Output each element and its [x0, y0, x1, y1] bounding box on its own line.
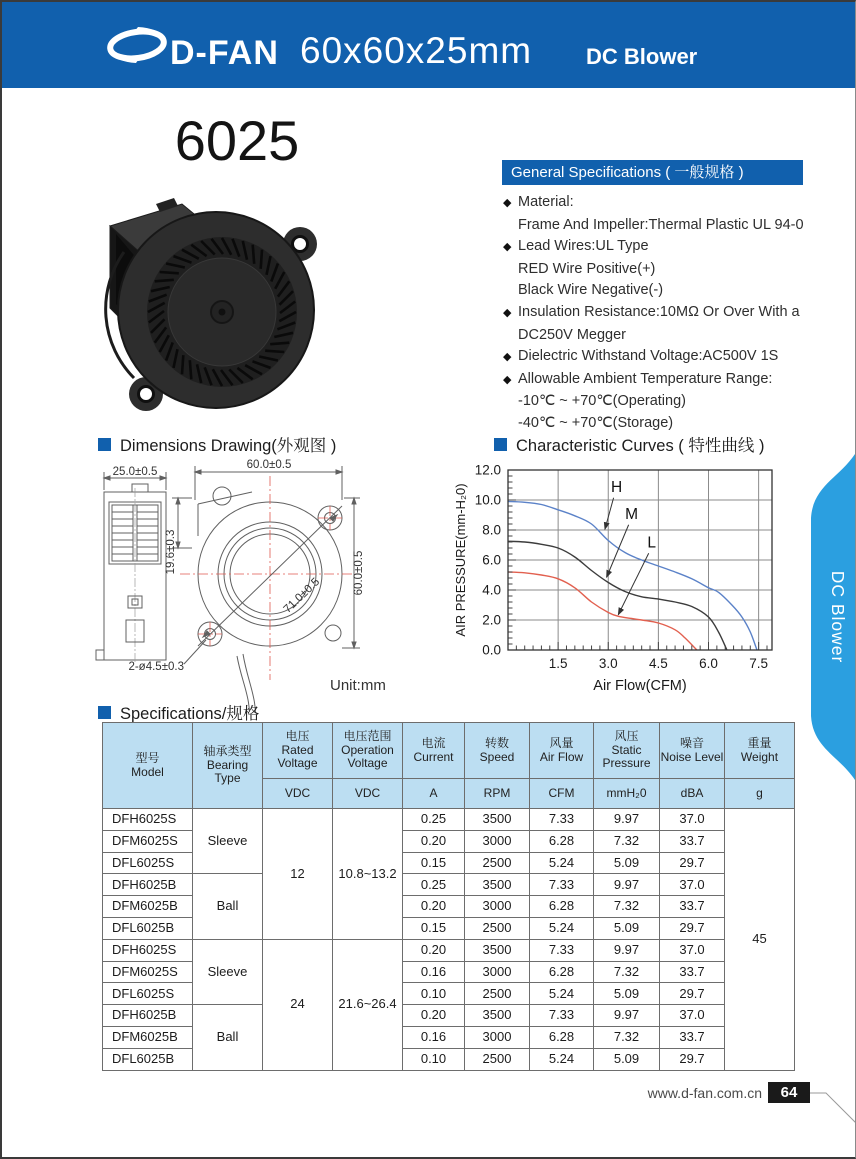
value-cell: 5.09	[594, 917, 660, 939]
dim-diagonal: 71.0±0.5	[281, 576, 323, 616]
value-cell: 2500	[465, 1048, 530, 1070]
value-cell: 29.7	[660, 983, 725, 1005]
bearing-cell: Ball	[193, 874, 263, 939]
value-cell: 37.0	[660, 1005, 725, 1027]
svg-text:12.0: 12.0	[474, 462, 501, 478]
value-cell: 5.24	[530, 852, 594, 874]
chart-curves	[508, 502, 757, 651]
svg-text:8.0: 8.0	[482, 522, 501, 538]
spec-item: -10℃ ~ +70℃(Operating)	[518, 393, 686, 410]
value-cell: 6.28	[530, 1026, 594, 1048]
value-cell: 9.97	[594, 874, 660, 896]
svg-text:2.0: 2.0	[482, 612, 501, 628]
svg-text:L: L	[647, 534, 657, 552]
model-cell: DFM6025S	[103, 830, 193, 852]
svg-text:M: M	[625, 505, 639, 523]
dim-holes-label: 2-ø4.5±0.3	[128, 661, 184, 673]
value-cell: 33.7	[660, 830, 725, 852]
characteristic-curves-chart	[450, 452, 785, 702]
model-cell: DFM6025S	[103, 961, 193, 983]
col-header-model: 型号 Model	[103, 723, 193, 809]
value-cell: 37.0	[660, 809, 725, 831]
dim-side-width: 25.0±0.5	[112, 466, 158, 478]
model-cell: DFL6025B	[103, 1048, 193, 1070]
col-header-speed: 转数 Speed	[465, 723, 530, 779]
value-cell: 7.33	[530, 809, 594, 831]
col-header-static-pressure: 风压 Static Pressure	[594, 723, 660, 779]
footer-decoration	[810, 1082, 856, 1159]
value-cell: 7.33	[530, 939, 594, 961]
unit-dba: dBA	[660, 779, 725, 809]
chart-ylabel: AIR PRESSURE(mm-H₂0)	[453, 483, 468, 637]
value-cell: 3500	[465, 809, 530, 831]
svg-text:6.0: 6.0	[482, 552, 501, 568]
col-header-current: 电流 Current	[403, 723, 465, 779]
bearing-cell: Sleeve	[193, 809, 263, 874]
value-cell: 5.24	[530, 917, 594, 939]
value-cell: 9.97	[594, 809, 660, 831]
spec-table-body	[103, 809, 795, 1071]
dim-front-height: 60.0±0.5	[353, 550, 365, 596]
svg-text:1.5: 1.5	[548, 656, 568, 671]
rated-voltage-cell: 12	[263, 809, 333, 940]
spec-item: -40℃ ~ +70℃(Storage)	[518, 414, 674, 431]
value-cell: 6.28	[530, 961, 594, 983]
value-cell: 0.20	[403, 939, 465, 961]
blue-square-icon	[494, 438, 507, 451]
unit-vdc: VDC	[263, 779, 333, 809]
value-cell: 0.10	[403, 983, 465, 1005]
value-cell: 5.24	[530, 1048, 594, 1070]
value-cell: 0.15	[403, 917, 465, 939]
value-cell: 3000	[465, 896, 530, 918]
side-tab	[801, 454, 855, 780]
operation-voltage-cell: 10.8~13.2	[333, 809, 403, 940]
value-cell: 2500	[465, 852, 530, 874]
specs-section-title: Specifications/规格	[98, 700, 259, 724]
blue-square-icon	[98, 438, 111, 451]
spec-item: ◆ Lead Wires:UL Type	[503, 238, 649, 255]
model-cell: DFL6025B	[103, 917, 193, 939]
table-row	[103, 809, 795, 831]
svg-text:4.5: 4.5	[648, 656, 668, 671]
table-row	[103, 939, 795, 961]
unit-rpm: RPM	[465, 779, 530, 809]
value-cell: 5.09	[594, 852, 660, 874]
value-cell: 33.7	[660, 1026, 725, 1048]
model-cell: DFH6025B	[103, 1005, 193, 1027]
general-specs-title-bar: General Specifications ( 一般规格 )	[502, 160, 803, 185]
value-cell: 7.32	[594, 961, 660, 983]
col-header-bearing: 轴承类型 Bearing Type	[193, 723, 263, 809]
value-cell: 3000	[465, 961, 530, 983]
value-cell: 29.7	[660, 1048, 725, 1070]
value-cell: 7.33	[530, 1005, 594, 1027]
model-cell: DFL6025S	[103, 852, 193, 874]
value-cell: 3000	[465, 1026, 530, 1048]
svg-text:6.0: 6.0	[699, 656, 718, 671]
svg-text:H: H	[611, 478, 623, 496]
value-cell: 5.24	[530, 983, 594, 1005]
model-cell: DFM6025B	[103, 896, 193, 918]
dimensions-drawing	[92, 454, 472, 712]
spec-item: ◆ Material:	[503, 194, 574, 210]
product-category: DC Blower	[586, 44, 698, 69]
value-cell: 7.33	[530, 874, 594, 896]
value-cell: 9.97	[594, 1005, 660, 1027]
dim-front-width: 60.0±0.5	[246, 459, 292, 471]
spec-table	[102, 722, 795, 1071]
table-row	[103, 1005, 795, 1027]
spec-item: ◆ Allowable Ambient Temperature Range:	[503, 370, 773, 387]
spec-item: RED Wire Positive(+)	[518, 260, 656, 277]
product-size: 60x60x25mm	[300, 30, 533, 71]
value-cell: 37.0	[660, 874, 725, 896]
value-cell: 3500	[465, 939, 530, 961]
rated-voltage-cell: 24	[263, 939, 333, 1070]
value-cell: 9.97	[594, 939, 660, 961]
value-cell: 0.20	[403, 896, 465, 918]
spec-item: Black Wire Negative(-)	[518, 282, 664, 299]
value-cell: 29.7	[660, 852, 725, 874]
unit-cfm: CFM	[530, 779, 594, 809]
weight-cell: 45	[725, 809, 795, 1071]
bearing-cell: Ball	[193, 1005, 263, 1070]
value-cell: 0.20	[403, 1005, 465, 1027]
unit-vdc: VDC	[333, 779, 403, 809]
dimensions-section-title: Dimensions Drawing(外观图 )	[98, 432, 336, 456]
model-cell: DFH6025S	[103, 809, 193, 831]
value-cell: 3500	[465, 874, 530, 896]
value-cell: 6.28	[530, 896, 594, 918]
curves-section-title: Characteristic Curves ( 特性曲线 )	[494, 432, 764, 456]
unit-a: A	[403, 779, 465, 809]
model-cell: DFM6025B	[103, 1026, 193, 1048]
unit-g: g	[725, 779, 795, 809]
value-cell: 0.15	[403, 852, 465, 874]
col-header-airflow: 风量 Air Flow	[530, 723, 594, 779]
value-cell: 0.25	[403, 874, 465, 896]
blue-square-icon	[98, 706, 111, 719]
value-cell: 2500	[465, 917, 530, 939]
svg-text:10.0: 10.0	[474, 492, 501, 508]
dfan-logo-icon	[106, 26, 168, 64]
page-number-badge: 64	[768, 1082, 810, 1103]
value-cell: 6.28	[530, 830, 594, 852]
general-specs-list	[503, 192, 843, 435]
website-url: www.d-fan.com.cn	[647, 1085, 762, 1101]
page-header	[2, 2, 855, 88]
model-number-title: 6025	[174, 109, 300, 172]
dim-hole-offset: 19.6±0.3	[165, 529, 177, 575]
model-cell: DFH6025S	[103, 939, 193, 961]
dim-unit-label: Unit:mm	[330, 677, 386, 694]
brand-name: D-FAN	[170, 34, 279, 72]
product-photo	[94, 182, 329, 417]
col-header-rated-voltage: 电压 Rated Voltage	[263, 723, 333, 779]
value-cell: 33.7	[660, 961, 725, 983]
value-cell: 2500	[465, 983, 530, 1005]
value-cell: 7.32	[594, 896, 660, 918]
svg-text:0.0: 0.0	[482, 642, 501, 658]
value-cell: 29.7	[660, 917, 725, 939]
value-cell: 5.09	[594, 1048, 660, 1070]
model-cell: DFH6025B	[103, 874, 193, 896]
chart-xlabel: Air Flow(CFM)	[593, 678, 687, 694]
bearing-cell: Sleeve	[193, 939, 263, 1004]
value-cell: 7.32	[594, 830, 660, 852]
side-tab-label: DC Blower	[828, 570, 848, 664]
spec-item: ◆ Insulation Resistance:10MΩ Or Over With a	[503, 303, 800, 320]
value-cell: 3500	[465, 1005, 530, 1027]
value-cell: 0.25	[403, 809, 465, 831]
unit-mmh2o: mmH₂0	[594, 779, 660, 809]
value-cell: 37.0	[660, 939, 725, 961]
spec-item: DC250V Megger	[518, 326, 626, 343]
col-header-noise: 噪音 Noise Level	[660, 723, 725, 779]
table-row	[103, 874, 795, 896]
svg-text:7.5: 7.5	[749, 656, 769, 671]
operation-voltage-cell: 21.6~26.4	[333, 939, 403, 1070]
value-cell: 33.7	[660, 896, 725, 918]
value-cell: 0.20	[403, 830, 465, 852]
value-cell: 0.16	[403, 961, 465, 983]
value-cell: 0.16	[403, 1026, 465, 1048]
svg-text:3.0: 3.0	[598, 656, 618, 671]
col-header-operation-voltage: 电压范围 Operation Voltage	[333, 723, 403, 779]
col-header-weight: 重量 Weight	[725, 723, 795, 779]
spec-item: ◆ Dielectric Withstand Voltage:AC500V 1S	[503, 348, 779, 365]
value-cell: 5.09	[594, 983, 660, 1005]
svg-text:4.0: 4.0	[482, 582, 501, 598]
value-cell: 7.32	[594, 1026, 660, 1048]
value-cell: 3000	[465, 830, 530, 852]
spec-item: Frame And Impeller:Thermal Plastic UL 94-0	[518, 216, 804, 233]
value-cell: 0.10	[403, 1048, 465, 1070]
model-cell: DFL6025S	[103, 983, 193, 1005]
